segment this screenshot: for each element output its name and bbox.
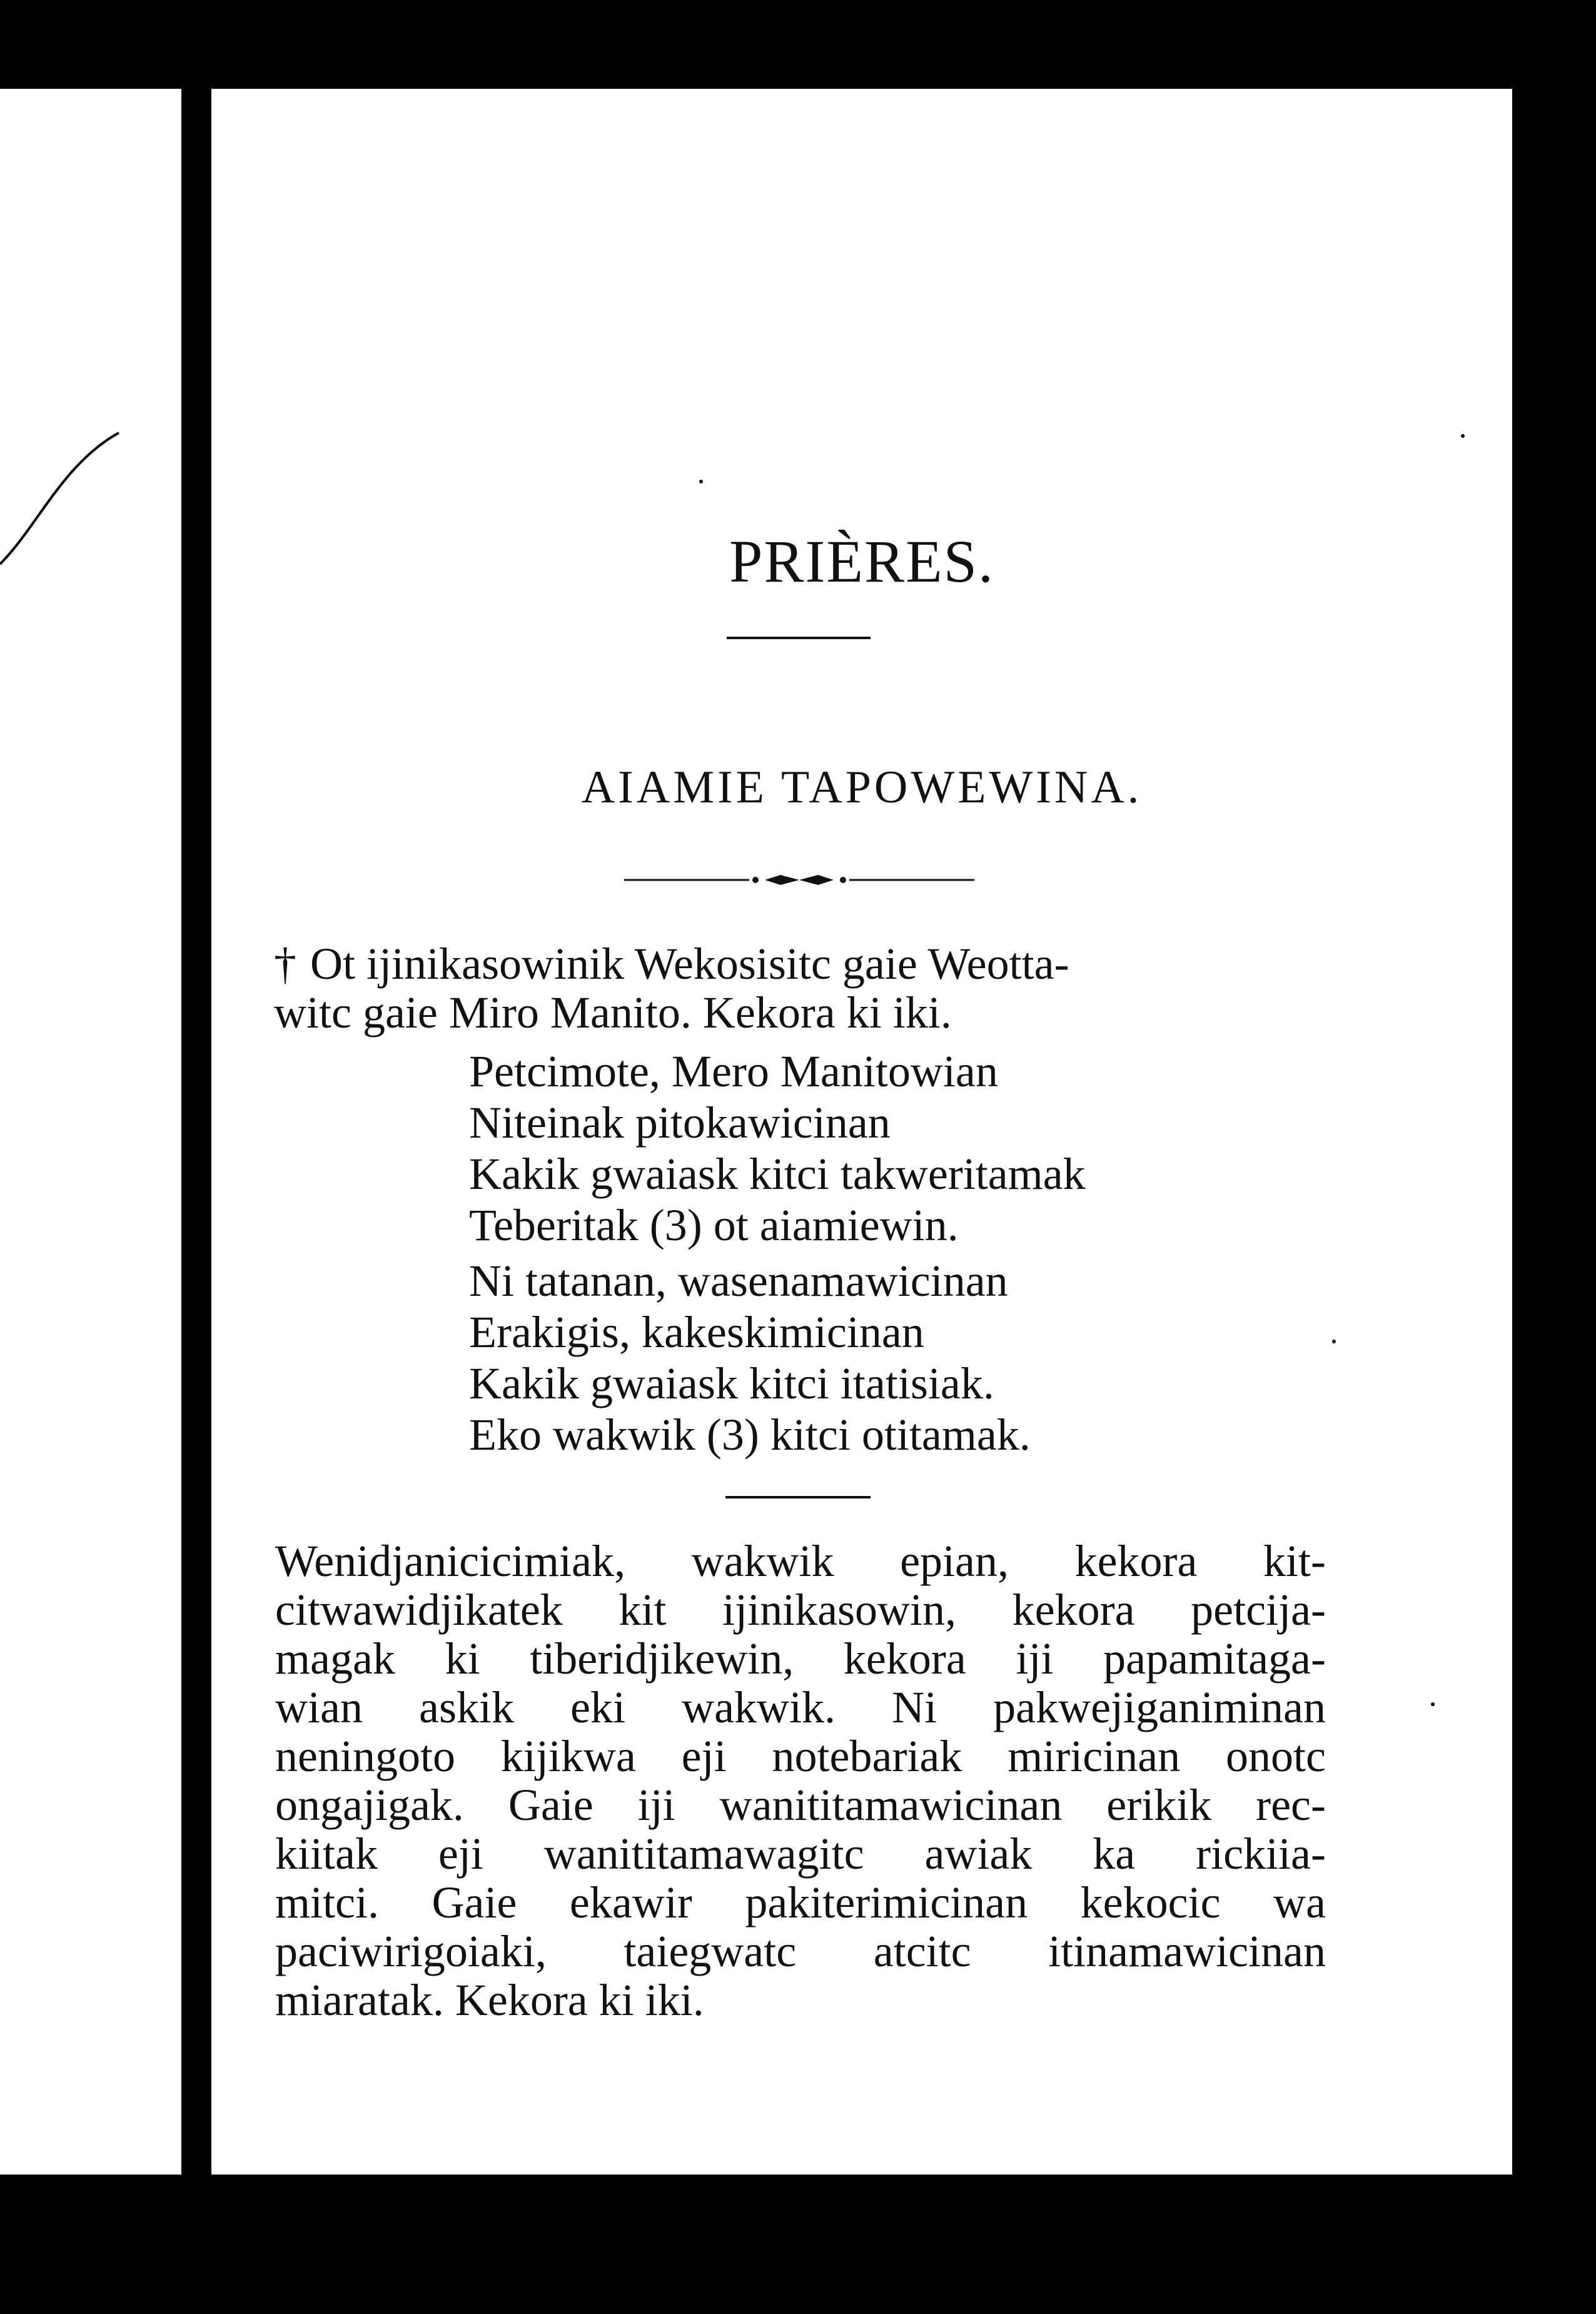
paragraph-line: neningoto kijikwa eji notebariak miricinan onotc: [275, 1731, 1326, 1781]
facing-page-curve: [0, 427, 125, 577]
invocation: [274, 939, 1331, 1037]
stanza-line: Niteinak pitokawicinan: [469, 1098, 891, 1148]
prayer-stanza-2: [469, 1255, 1031, 1460]
paragraph-line: miaratak. Kekora ki iki.: [275, 1975, 704, 2025]
stanza-line: Teberitak (3) ot aiamiewin.: [469, 1200, 959, 1250]
paragraph-line: wian askik eki wakwik. Ni pakwejiganiminan: [275, 1682, 1326, 1732]
section-divider: [725, 1496, 871, 1498]
print-speck: [1332, 1340, 1336, 1343]
paragraph-line: citwawidjikatek kit ijinikasowin, kekora petcija-: [275, 1585, 1326, 1635]
section-subtitle: AIAMIE TAPOWEWINA.: [581, 762, 1143, 813]
print-speck: [699, 480, 703, 483]
print-speck: [1431, 1702, 1435, 1706]
facing-page-edge: [0, 89, 181, 2175]
book-page: [211, 89, 1512, 2175]
stanza-line: Ni tatanan, wasenamawicinan: [469, 1256, 1008, 1306]
ornamental-divider: [624, 871, 974, 889]
title-divider: [727, 637, 871, 639]
prayer-stanza-1: [469, 1046, 1086, 1251]
stanza-line: Petcimote, Mero Manitowian: [469, 1046, 998, 1096]
invocation-line-1: † Ot ijinikasowinik Wekosisitc gaie Weotta-: [274, 939, 1069, 989]
lords-prayer-paragraph: [275, 1537, 1326, 2024]
stanza-line: Eko wakwik (3) kitci otitamak.: [469, 1410, 1031, 1460]
print-speck: [1461, 434, 1465, 438]
book-gutter: [181, 89, 211, 2175]
stanza-line: Kakik gwaiask kitci itatisiak.: [469, 1358, 994, 1408]
stanza-line: Erakigis, kakeskimicinan: [469, 1307, 924, 1357]
paragraph-line: magak ki tiberidjikewin, kekora iji papamitaga-: [275, 1634, 1326, 1684]
paragraph-line: Wenidjanicicimiak, wakwik epian, kekora kit-: [275, 1536, 1326, 1586]
paragraph-line: mitci. Gaie ekawir pakiterimicinan kekocic wa: [275, 1877, 1326, 1927]
invocation-line-2: witc gaie Miro Manito. Kekora ki iki.: [274, 988, 952, 1038]
cross-icon: †: [274, 939, 296, 989]
paragraph-line: kiitak eji wanititamawagitc awiak ka rickiia-: [275, 1829, 1326, 1879]
paragraph-line: ongajigak. Gaie iji wanititamawicinan erikik rec-: [275, 1780, 1326, 1830]
page-title: PRIÈRES.: [729, 528, 995, 595]
stanza-line: Kakik gwaiask kitci takweritamak: [469, 1149, 1086, 1199]
paragraph-line: paciwirigoiaki, taiegwatc atcitc itinamawicinan: [275, 1926, 1326, 1976]
